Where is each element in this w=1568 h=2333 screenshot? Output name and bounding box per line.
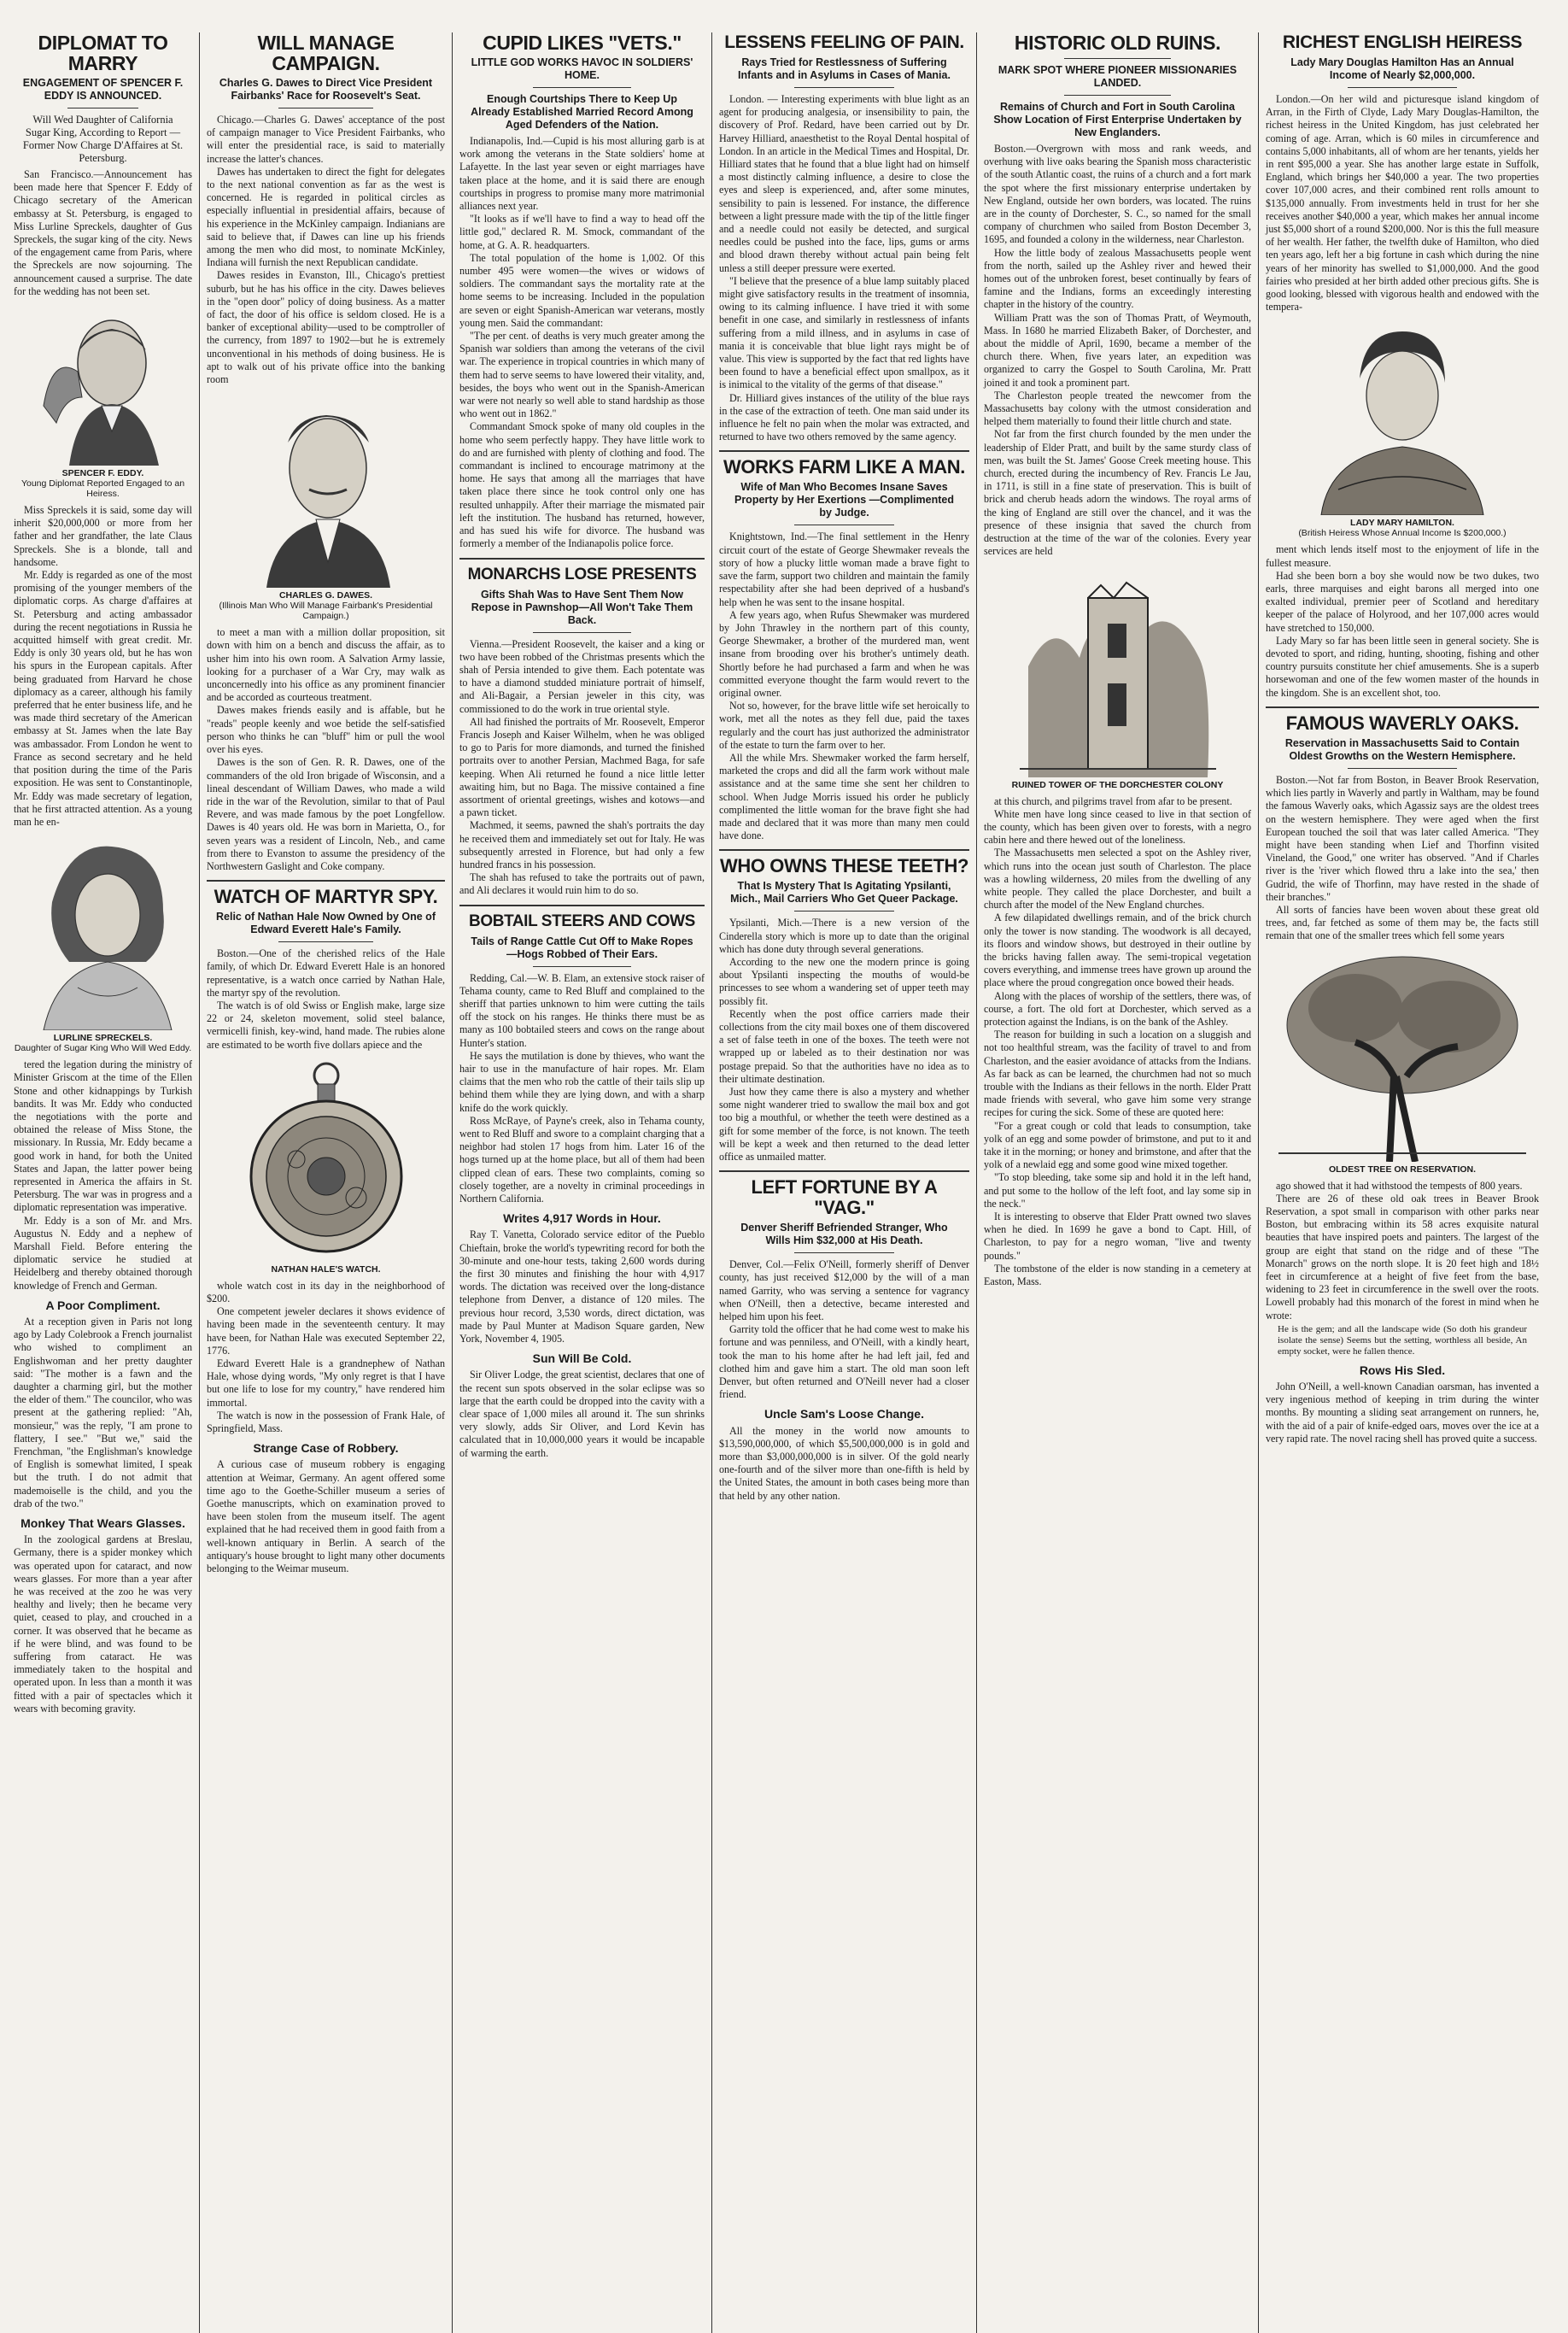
article-paragraph: The Charleston people treated the newcomer from the Massachusetts bay colony with the utmost consideration and helped them materially to found their little church and state. [984, 389, 1251, 428]
headline-oaks: FAMOUS WAVERLY OAKS. [1285, 712, 1519, 734]
minihead-monkey: Monkey That Wears Glasses. [20, 1516, 185, 1531]
deck-fortune: Denver Sheriff Befriended Stranger, Who Wills Him $32,000 at His Death. [740, 1222, 948, 1247]
headline-watch: WATCH OF MARTYR SPY. [214, 886, 438, 908]
article-paragraph: William Pratt was the son of Thomas Pratt, of Weymouth, Mass. In 1680 he married Elizabeth Baker, of Dorchester, and about the middle of April, 1690, became a member of the church there. When, five years later, an expedition was organized to carry the Gospel to South Carolina, Mr. Pratt joined it and took a prominent part. [984, 311, 1251, 389]
article-paragraph: "To stop bleeding, take some sip and hold it in the left hand, and put some to the hollow of the left foot, and lay some sip in the neck." [984, 1171, 1251, 1210]
article-paragraph: Ray T. Vanetta, Colorado service editor of the Pueblo Chieftain, broke the world's typewriting record for both the 30-minute and one-hour tests, taking 2,600 words during the first 30 minutes and finishing the hour with 4,917 words. The dictation was received over the long-distance telephone from Denver, a distance of 120 miles. The previous hour record, 3,530 words, direct dictation, was made by Paul Munter at Madison Square garden, New York, November 4, 1905. [459, 1228, 705, 1345]
article-paragraph: The tombstone of the elder is now standing in a cemetery at Easton, Mass. [984, 1262, 1251, 1288]
article-paragraph: The shah has refused to take the portraits out of pawn, and Ali declares it would ruin him to do so. [459, 871, 705, 897]
divider [278, 941, 374, 942]
article-paragraph: Knightstown, Ind.—The final settlement in the Henry circuit court of the estate of George Shewmaker reveals the story of how a plucky little woman made a brave fight to save the farm, support two children and maintain the family respectability after she had been deprived of a husband's help when he was sent to the insane hospital. [719, 530, 969, 608]
article-paragraph: Machmed, it seems, pawned the shah's portraits the day he received them and immediately set out for Italy. He was subsequently arrested in Florence, but had only a few hundred francs in his possession. [459, 819, 705, 870]
article-paragraph: Dawes has undertaken to direct the fight for delegates to the next national convention as far as the west is concerned. He is regarded in political circles as especially influential in presidential affairs, because of his experience in the McKinley campaign. Indianians are said to believe that, if Dawes can line up his friends among the men who did most, to nominate McKinley, Indiana will furnish the next Republican candidate. [207, 165, 445, 269]
article-paragraph: Ypsilanti, Mich.—There is a new version of the Cinderella story which is more up to date than the original which has done duty through several generations. [719, 917, 969, 955]
article-paragraph: Dawes makes friends easily and is affable, but he "reads" people keenly and woe betide the self-satisfied person who thinks he can "bluff" him or pull the wool over his eyes. [207, 704, 445, 756]
article-paragraph: A few dilapidated dwellings remain, and of the brick church only the tower is now standing. The woodwork is all decayed, its floors and window shows, but destroyed in their outline by the bricks having fallen away. The semi-tropical vegetation covers everything, and immense trees have grown up around the place where the proud congregation once bowed their heads. [984, 912, 1251, 989]
article-paragraph: Dawes resides in Evanston, Ill., Chicago's prettiest suburb, but he has his office in the city. Dawes believes in the "open door" policy of doing business. As a matter of fact, the door of his office is seldom closed. He is a banker of exceptional ability—used to be comptroller of the currency, from 1897 to 1902—but he is extremely unconventional in his methods of doing business. He is apt to walk out of his private office into the banking room [207, 269, 445, 386]
deck-diplomat: Will Wed Daughter of California Sugar King, According to Report —Former Now Charge D'Affaires at St. Petersburg. [22, 114, 184, 164]
divider [1266, 706, 1539, 708]
article-paragraph: All the money in the world now amounts to $13,590,000,000, of which $5,500,000,000 is in gold and more than $3,000,000,000 is in silver. Of the gold nearly one-fourth and of the silver more than one-fifth is held by the United States, the amount in both cases being more than that held by any other nation. [719, 1424, 969, 1502]
headline-fortune: LEFT FORTUNE BY A "VAG." [751, 1176, 938, 1219]
headline-heiress: RICHEST ENGLISH HEIRESS [1282, 32, 1523, 52]
article-paragraph: He says the mutilation is done by thieves, who want the hair to use in the manufacture of hair ropes. Mr. Elam claims that the men who rob the cattle of their tails slip up behind them while they are lying down, and with a sharp knife do the work quickly. [459, 1049, 705, 1114]
deck-watch: Relic of Nathan Hale Now Owned by One of Edward Everett Hale's Family. [216, 911, 436, 936]
article-paragraph: Boston.—Overgrown with moss and rank weeds, and overhung with live oaks bearing the Spanish moss characteristic of the south Atlantic coast, the ruins of a church and a fort mark the spot where the first missionary enterprise undertaken by New England, outside her own borders, was located. The ruins are in the county of Dorchester, S. C., so named for the small company of churchmen who sailed from Boston December 3, 1695, and founded a colony in the wilderness, near Charleston. [984, 143, 1251, 246]
article-paragraph: All sorts of fancies have been woven about these great old trees, and, far fetched as some of them may be, the facts still remain that one of the smaller trees which fell some years [1266, 903, 1539, 942]
deck-farm: Wife of Man Who Becomes Insane Saves Property by Her Exertions —Complimented by Judge. [734, 481, 954, 519]
oak-caption: OLDEST TREE ON RESERVATION. [1328, 1164, 1477, 1175]
article-paragraph: Not far from the first church founded by the men under the leadership of Elder Pratt, and built by the same sturdy class of men, was built the St. James' Goose Creek meeting house. This church, erected during the incumbency of Rev. Francis Le Jau, in 1711, is still in a fine state of preservation. This is built of brick and cherub heads adorn the windows. The royal arms of the king of England are still over the chancel, and it was the presence of these insignia that saved the church from destruction at the time of the war of the colonies. Every year services are held [984, 428, 1251, 558]
article-paragraph: At a reception given in Paris not long ago by Lady Colebrook a French journalist who wished to compliment an Englishwoman and her pretty daughter said: "The mother is a fawn and the daughter a charming girl, but the mother the elder of them." The councilor, who was present at the gathering replied: "Ah, monsieur," was the reply, "I am prone to flattery, I see." "But we," said the Frenchman, "the Englishman's knowledge of English is somewhat limited, I speak but the truth. I do not admit that mademoiselle is the child, and you the drab of the two." [14, 1315, 192, 1509]
article-paragraph: at this church, and pilgrims travel from afar to be present. [994, 794, 1232, 807]
article-paragraph: Dr. Hilliard gives instances of the utility of the blue rays in the case of the extraction of teeth. One man said under its influence he felt no pain when the molar was extracted, and returned to have two others removed by the same agency. [719, 391, 969, 443]
column-4 [711, 32, 976, 2333]
hamilton-caption-title: LADY MARY HAMILTON. [1350, 518, 1454, 529]
article-paragraph: London.—On her wild and picturesque island kingdom of Arran, in the Firth of Clyde, Lady Mary Douglas-Hamilton, the richest heiress in the United Kingdom, has just celebrated her coming of age. Arran, which is 60 miles in circumference and contains 5,000 inhabitants, all of whom are her tenants, yields her in rent $95,000 a year. She has another large estate in Suffolk, England, which brings her $40,000 a year. The two properties cover 107,000 acres, and their combined rent rolls amount to $135,000 annually. From investments held in trust for her she receives another $40,000 a year, which makes her annual income just $5,000 short of a round $200,000. Nor is this the full measure of her wealth. Her father, the twelfth duke of Hamilton, who died ten years ago, left her a big fortune in cash which during the nine years of her minority has swelled to $1,000,000. And the good fairies who presided at her birth added other precious gifts. She is good looking, blessed with vigorous health and endowed with the tempera- [1266, 93, 1539, 314]
deck-bobtail: Tails of Range Cattle Cut Off to Make Ropes—Hogs Robbed of Their Ears. [471, 935, 693, 960]
article-paragraph: "It looks as if we'll have to find a way to head off the little god," declared R. M. Smock, commandant of the home, at G. A. R. headquarters. [459, 213, 705, 251]
deck-campaign: Charles G. Dawes to Direct Vice President Fairbanks' Race for Roosevelt's Seat. [219, 77, 433, 102]
article-paragraph: There are 26 of these old oak trees in Beaver Brook Reservation, a spot small in comparison with other parks near Boston, but embracing within its 58 acres exquisite natural beauties that have inspired poets and painters. The largest of the group are eight that stand on the ridge and of these "The Monarch" grows on the north slope. It is 20 feet high and 18½ feet in circumference at a height of five feet from the base, widening to 23 feet in circumference in the swell over the roots. Lowell probably had this monarch of the forest in mind when he wrote: [1266, 1192, 1539, 1322]
deck-ruins: Remains of Church and Fort in South Carolina Show Location of First Enterprise Undertaken by New Englanders. [993, 101, 1242, 138]
article-paragraph: Chicago.—Charles G. Dawes' acceptance of the post of campaign manager to Vice President Fairbanks, who will enter the presidential race, is said to materially increase the latter's chances. [207, 114, 445, 165]
article-paragraph: Boston.—Not far from Boston, in Beaver Brook Reservation, which lies partly in Waverly and partly in Waltham, may be found the famous Waverly oaks, which Agassiz says are the oldest trees on the western hemisphere. They were aged when the first European touched the soil that was later called America. "They might have been standing when Lief and Thorfinn visited Vineland, the Good," one writer has observed. "And if Charles river is the 'river which flowed thru a lake into the sea,' then Gudrid, the wife of Thorfinn, may have rested in the shade of their branches." [1266, 773, 1539, 903]
article-paragraph: A curious case of museum robbery is engaging attention at Weimar, Germany. An agent offered some time ago to the Goethe-Schiller museum a series of Goethe manuscripts, which on examination proved to have been stolen from the museum itself. The agent explained that he had received them in good faith from a well-known antiquary in Berlin. A search of the antiquary's house brought to light many other documents belonging to the Weimar museum. [207, 1458, 445, 1575]
divider [1348, 768, 1457, 769]
minihead-sled: Rows His Sled. [1359, 1363, 1446, 1377]
headline-bobtail: BOBTAIL STEERS AND COWS [469, 912, 695, 930]
eddy-caption-title: SPENCER F. EDDY. [61, 468, 144, 479]
divider [207, 880, 445, 882]
divider [794, 911, 894, 912]
article-paragraph: Mr. Eddy is a son of Mr. and Mrs. Augustus N. Eddy and a nephew of Marshall Field. Before entering the diplomatic service he studied at Heidelberg and thereby obtained thorough knowledge of French and German. [14, 1214, 192, 1292]
headline-diplomat: DIPLOMAT TO MARRY [38, 32, 168, 74]
dawes-caption-sub: (Illinois Man Who Will Manage Fairbank's Presidential Campaign.) [219, 601, 433, 622]
divider [1064, 58, 1171, 59]
article-paragraph: The reason for building in such a location on a sluggish and not too healthful stream, was the facility of travel to and from Charleston, and the easier avoidance of attacks from the Indians. As far back as can be learned, the churchmen had not so much trouble with the Indians as their fellows in the north. Elder Pratt made friends with several, who gave him some very strange recipes for curing the sick. Some of these are quoted here: [984, 1029, 1251, 1119]
article-paragraph: to meet a man with a million dollar proposition, sit down with him on a bench and discuss the affair, as to usher him into his own room. A Salvation Army lassie, looking for a purchaser of a War Cry, may walk as unconcernedly into his office as any prominent financier and be accorded as courteous treatment. [207, 626, 445, 704]
minihead-robbery: Strange Case of Robbery. [253, 1441, 399, 1456]
article-paragraph: Ross McRaye, of Payne's creek, also in Tehama county, went to Red Bluff and swore to a complaint charging that a neighbor had stolen 17 hogs from him. Later 16 of the hogs turned up at the home place, but all of them had been clipped clean of ears. These two complaints, coming so closely together, are a novelty in criminal proceedings in Northern California. [459, 1114, 705, 1205]
article-paragraph: Vienna.—President Roosevelt, the kaiser and a king or two have been robbed of the Christmas presents which the shah of Persia intended to give them. Each potentate was to have a diamond studded miniature portrait of himself, and Ali-Bagair, a Persian jeweler in this city, was commissioned to do the work in true oriental style. [459, 637, 705, 715]
article-paragraph: Sir Oliver Lodge, the great scientist, declares that one of the recent sun spots observed in the solar eclipse was so large that the earth could be dropped into the cavity with a clear space of 1,000 miles all around it. The sun shrinks very slowly, adds Sir Oliver, and Lord Kevin has calculated that in 10,000,000 years it would be incapable of warming the earth. [459, 1369, 705, 1459]
article-paragraph: Miss Spreckels it is said, some day will inherit $20,000,000 or more from her father and her grandfather, the late Claus Spreckels. She is a blonde, tall and handsome. [14, 504, 192, 568]
divider [459, 905, 705, 906]
deck-cupid: Enough Courtships There to Keep Up Already Established Married Record Among Aged Defenders of the Nation. [471, 93, 693, 131]
deck-monarchs: Gifts Shah Was to Have Sent Them Now Repose in Pawnshop—All Won't Take Them Back. [471, 588, 693, 626]
headline-cupid: CUPID LIKES "VETS." [483, 32, 682, 54]
deck-teeth: That Is Mystery That Is Agitating Ypsilanti, Mich., Mail Carriers Who Get Queer Package. [730, 880, 958, 906]
tower-caption: RUINED TOWER OF THE DORCHESTER COLONY [1011, 779, 1224, 790]
article-paragraph: The watch is of old Swiss or English make, large size 22 or 24, skeleton movement, solid steel balance, vermicelli finish, key-wind, hand made. The rubies alone are estimated to be worth five dollars apiece and the [207, 999, 445, 1051]
article-paragraph: In the zoological gardens at Breslau, Germany, there is a spider monkey which was operated upon for cataract, and now wears glasses. For more than a year after he was received at the zoo he was very healthy and lively; then he became very quiet, ceased to play, and crouched in a corner. It was observed that he became as if he were blind, and was found to be suffering from cataract. He was immediately taken to the hospital and operated upon. In less than a month it was fitted with a pair of spectacles which it wears with becoming gravity. [14, 1533, 192, 1715]
headline-teeth: WHO OWNS THESE TEETH? [719, 855, 969, 877]
headline-campaign: WILL MANAGE CAMPAIGN. [257, 32, 395, 74]
column-6 [1258, 32, 1546, 2333]
article-paragraph: How the little body of zealous Massachusetts people went from the north, sailed up the Ashley river and hewed their homes out of the unbroken forest, beset continually by fears of famine and the Indians, forms an exceedingly interesting chapter in the history of the country. [984, 246, 1251, 311]
article-paragraph: The Massachusetts men selected a spot on the Ashley river, which runs into the ocean just south of Charleston. The place was a howling wilderness, 20 miles from the dwelling of any white people. They called the place Dorchester, and built a church after the model of the New England churches. [984, 847, 1251, 912]
ruined-tower-illustration [1020, 564, 1216, 777]
spreckels-caption-title: LURLINE SPRECKELS. [53, 1033, 153, 1044]
eddy-caption [14, 468, 192, 499]
article-paragraph: Denver, Col.—Felix O'Neill, formerly sheriff of Denver county, has just received $12,000 by the will of a man named Garrity, who was serving a sentence for vagrancy when O'Neill, then a detective, became interested and helped him upon his feet. [719, 1258, 969, 1323]
oak-tree-illustration [1278, 948, 1526, 1162]
article-paragraph: Mr. Eddy is regarded as one of the most promising of the younger members of the diplomatic corps. As charge d'affaires at St. Petersburg and acting ambassador during the recent negotiations in Russia he acquitted himself with great credit. Mr. Eddy is only 30 years old, but he has won his spurs in the European capitals. After being graduated from Harvard he chose diplomacy as a career, although his family preferred that he enter business life, and he was made third secretary of the American embassy at St. James when the late Bay was ambassador. From London he went to France as second secretary and he held that position during the time of the Paris exposition. He was sent to Constantinople, Mr. Eddy was made secretary of legation, that he first attracted attention. As a young man he en- [14, 569, 192, 828]
column-2 [199, 32, 452, 2333]
divider [719, 849, 969, 851]
hale-watch-illustration [245, 1057, 407, 1262]
article-paragraph: tered the legation during the ministry of Minister Griscom at the time of the Ellen Stone and other kidnappings by Turkish bandits. It was Mr. Eddy who conducted the negotiations with the porte and obtained the release of Miss Stone, the missionary. In Russia, Mr. Eddy became a good work in hand, for both the United States and Japan, the latter power being represented in America the affairs in St. Petersburg. The war was in progress and a diplomatic representation was imperative. [14, 1058, 192, 1214]
article-paragraph: Along with the places of worship of the settlers, there was, of course, a fort. The old fort at Dorchester, which served as a protection against the Indians, is on the bank of the Ashley. [984, 989, 1251, 1028]
divider [533, 966, 631, 967]
article-paragraph: ago showed that it had withstood the tempests of 800 years. [1276, 1179, 1523, 1192]
divider [719, 450, 969, 452]
divider [794, 1252, 894, 1253]
column-5 [976, 32, 1258, 2333]
headline-pain: LESSENS FEELING OF PAIN. [724, 32, 964, 52]
minihead-compliment: A Poor Compliment. [45, 1298, 161, 1312]
article-paragraph: According to the new one the modern prince is going about Ypsilanti inspecting the mouths of would-be princesses to see whom a wandering set of upper teeth may possibly fit. [719, 955, 969, 1007]
article-paragraph: Just how they came there is also a mystery and whether some night wanderer tried to swallow the mail box and got too big a mouthful, or whether the teeth were destined as a gift for some member of the force, is not known. The teeth will be kept a week and then returned to the dead letter office as unmailed matter. [719, 1086, 969, 1164]
article-paragraph: John O'Neill, a well-known Canadian oarsman, has invented a very ingenious method of keeping in trim during the winter months. By mounting a sliding seat arrangement on runners, he, with the aid of a pair of knife-edged oars, moves over the ice at a very rapid rate. The novel racing shell has proved quite a success. [1266, 1380, 1539, 1445]
dawes-caption-title: CHARLES G. DAWES. [278, 590, 373, 601]
subhead-diplomat: ENGAGEMENT OF SPENCER F. EDDY IS ANNOUNCED. [22, 77, 184, 102]
divider [533, 87, 631, 88]
column-1 [7, 32, 199, 2333]
article-paragraph: One competent jeweler declares it shows evidence of having been made in the seventeenth century. It may have been, for Nathan Hale was executed September 22, 1776. [207, 1305, 445, 1357]
article-paragraph: White men have long since ceased to live in that section of the county, which has been given over to forests, with a negro cabin here and there hewed out of the loneliness. [984, 807, 1251, 847]
article-paragraph: All had finished the portraits of Mr. Roosevelt, Emperor Francis Joseph and Kaiser Wilhelm, when he was obliged to go to Paris for more diamonds, and turned the finished portraits over to another Persian, Machmed Baga, for safe keeping. When Ali returned he found a nice little letter awaiting him, but no Baga. The missive contained a fine assortment of oriental greetings, wishes and kotows—and a pawn ticket. [459, 715, 705, 819]
article-paragraph: Lady Mary so far has been little seen in general society. She is devoted to sport, and riding, hunting, shooting, fishing and other country pursuits constitute her chief amusements. She is a superb horsewoman and one of the few women master of the hounds in the kingdom. She is an excellent shot, too. [1266, 634, 1539, 699]
minihead-sun: Sun Will Be Cold. [532, 1351, 632, 1366]
article-paragraph: The total population of the home is 1,002. Of this number 495 were women—the wives or widows of soldiers. The commandant says the mortality rate at the home seems to be increasing. Included in the population are seven or eight Spanish-American war veterans, mostly young men. Said the commandant: [459, 251, 705, 329]
article-paragraph: Recently when the post office carriers made their collections from the city mail boxes one of them discovered a set of false teeth in one of the boxes. The teeth were not wrapped up or labeled as to their destination nor was postage prepaid. So that the authorities have no idea as to their ultimate destination. [719, 1007, 969, 1085]
article-paragraph: Redding, Cal.—W. B. Elam, an extensive stock raiser of Tehama county, came to Red Bluff and complained to the sheriff that parties unknown to him were cutting the tails off the stock on his ranges. He thinks there must be as many as 100 bobtailed steers and cows on the range about Hunter's station. [459, 971, 705, 1049]
article-paragraph: "For a great cough or cold that leads to consumption, take yolk of an egg and some powder of brimstone, and put to it and take it in the morning; or honey and brimstone, and after that the yolk of a newlaid egg and some good wine mixed together. [984, 1119, 1251, 1171]
divider [794, 87, 894, 88]
article-paragraph: San Francisco.—Announcement has been made here that Spencer F. Eddy of Chicago secretary of the American embassy at St. Petersburg, is engaged to Miss Lurline Spreckels, daughter of Gus Spreckels, the sugar king of the city. News of the engagement came from Paris, where the Spreckels are now sojourning. The announcement caused a surprise. The date for the wedding has not been set. [14, 168, 192, 297]
article-paragraph: London. — Interesting experiments with blue light as an agent for producing analgesia, or insensibility to pain, the discovery of Prof. Redard, have been carried out by Dr. Harvey Hilliard, anaesthetist to the Royal Dental hospital of London. In an article in the Medical Times and Hospital, Dr. Hilliard states that he found that a blue light had on himself a most distinctly calming influence, a desire to close the eyes and sleep is experienced, and, after some minutes, sensibility to pain is lessened. For instance, the difference between a light pressure made with the tip of the little finger and a needle could not easily be detected, and surgical needles could be pushed into the face, lips, gums or arms and blood drawn thereby without actual pain being felt unless a still deeper pressure were exerted. [719, 93, 969, 274]
divider [1064, 95, 1171, 96]
verse: He is the gem; and all the landscape wide (So doth his grandeur isolate the sense) Seems but the setting, worthless all beside, An empty socket, were he fallen thence. [1278, 1323, 1527, 1357]
divider [719, 1170, 969, 1172]
watch-caption: NATHAN HALE'S WATCH. [271, 1263, 381, 1275]
divider [459, 558, 705, 560]
article-paragraph: whole watch cost in its day in the neighborhood of $200. [207, 1279, 445, 1304]
article-paragraph: Had she been born a boy she would now be two dukes, two earls, three marquises and eight barons all merged into one exalted individual, premier peer of Scotland and hereditary keeper of the palace of Holyrood, and her 107,000 acres would have stretched to 150,000. [1266, 569, 1539, 634]
hamilton-caption [1266, 518, 1539, 538]
deck-heiress: Lady Mary Douglas Hamilton Has an Annual Income of Nearly $2,000,000. [1290, 56, 1514, 81]
headline-ruins: HISTORIC OLD RUINS. [1014, 32, 1221, 54]
spreckels-caption-sub: Daughter of Sugar King Who Will Wed Eddy. [14, 1043, 192, 1054]
headline-farm: WORKS FARM LIKE A MAN. [723, 456, 965, 478]
article-paragraph: Indianapolis, Ind.—Cupid is his most alluring garb is at work among the veterans in the State soldiers' home at Lafayette. In the last year seven or eight marriages have taken place at the home, and it is said there are enough courtships in progress to promise many more matrimonial alliances next year. [459, 135, 705, 213]
eddy-portrait-illustration [18, 303, 189, 466]
article-paragraph: A few years ago, when Rufus Shewmaker was murdered by John Thrawley in the northern part of this county, George Shewmaker, a brother of the murdered man, went insane from brooding over his brother's untimely death. Shortly before he had purchased a farm and when he was committed everyone thought the farm would revert to the original owner. [719, 608, 969, 699]
eddy-caption-sub: Young Diplomat Reported Engaged to an Heiress. [20, 478, 185, 500]
spreckels-caption [14, 1033, 192, 1053]
spreckels-portrait-illustration [18, 834, 189, 1030]
subhead-ruins: MARK SPOT WHERE PIONEER MISSIONARIES LANDED. [998, 64, 1237, 89]
article-paragraph: Garrity told the officer that he had come west to make his fortune and was penniless, and O'Neill, with a kindly heart, took the man to his home after he had left jail, fed and clothed him and gave him a start. The old man soon left Denver, but often returned and O'Neill never had a closer friend. [719, 1323, 969, 1401]
article-paragraph: ment which lends itself most to the enjoyment of life in the fullest measure. [1266, 543, 1539, 569]
hamilton-caption-sub: (British Heiress Whose Annual Income Is $200,000.) [1298, 528, 1507, 539]
article-paragraph: The watch is now in the possession of Frank Hale, of Springfield, Mass. [207, 1409, 445, 1434]
article-paragraph: "I believe that the presence of a blue lamp suitably placed might give satisfactory results in the treatment of insomnia, owing to its calming influence. I have tried it with some benefit in one case, and similarly in restlessness of infants suffering from a mild illness, and in asylums in case of mania it is conceivable that blue light rays might be of value. This view is supported by the fact that red lights have been found to have a beneficial effect upon smallpox, as it is inimical to the vitality of the germs of that disease." [719, 274, 969, 391]
article-paragraph: Not so, however, for the brave little wife set heroically to work, met all the notes as they fell due, paid the taxes regularly and the court has just authorized the administrator of the estate to turn the farm over to her. [719, 700, 969, 751]
article-paragraph: Commandant Smock spoke of many old couples in the home who seem perfectly happy. They have little work to do and are furnished with plenty of clothing and food. The commandant is inclined to encourage matrimony at the home. He says that among all the marriages that have taken place there since he took control only one has resulted unhappily. After their marriage the mismated pair left the institution. The husband has returned, however, and has sued his wife for divorce. The husband was formerly a member of the Indianapolis police force. [459, 420, 705, 550]
dawes-caption [207, 590, 445, 621]
lady-hamilton-portrait-illustration [1304, 319, 1501, 515]
divider [1348, 87, 1457, 88]
headline-monarchs: MONARCHS LOSE PRESENTS [467, 565, 697, 583]
deck-pain: Rays Tried for Restlessness of Suffering Infants and in Asylums in Cases of Mania. [738, 56, 951, 81]
article-paragraph: Edward Everett Hale is a grandnephew of Nathan Hale, whose dying words, "My only regret is that I have but one life to lose for my country," have rendered him immortal. [207, 1357, 445, 1409]
article-paragraph: It is interesting to observe that Elder Pratt owned two slaves when he died. In 1699 he gave a bond to Capt. Hill, of Charleston, to pay for a negro woman, "live and twenty pounds." [984, 1210, 1251, 1262]
dawes-portrait-illustration [241, 391, 412, 588]
column-3 [452, 32, 711, 2333]
article-paragraph: All the while Mrs. Shewmaker worked the farm herself, marketed the crops and did all the farm work without male assistance and at the same time she sent her children to school. When Judge Morris issued his order he publicly complimented the little woman for the brave fight she had made and declared that it was more than many men could have done. [719, 751, 969, 842]
divider [533, 632, 631, 633]
article-paragraph: "The per cent. of deaths is very much greater among the Spanish war soldiers than among the veterans of the civil war. The experience in tropical countries in which many of them had to serve seems to have lowered their vitality, and, besides, the boys who went out in the Spanish-American war were not nearly so well able to stand hardship as those who went out in 1862." [459, 330, 705, 420]
article-paragraph: Dawes is the son of Gen. R. R. Dawes, one of the commanders of the old Iron brigade of Wisconsin, and a lineal descendant of William Dawes, who made a wild ride in the war of the Revolution, similar to that of Paul Revere, and was made famous by the poet Longfellow. Dawes is 40 years old. He was born in Marietta, O., for seven years was a resident of Lincoln, Neb., and came from there to Evanston to assume the presidency of the Northwestern Gaslight and Coke company. [207, 756, 445, 872]
article-paragraph: Boston.—One of the cherished relics of the Hale family, of which Dr. Edward Everett Hale is an honored representative, is a watch once carried by Nathan Hale, the martyr spy of the revolution. [207, 947, 445, 999]
subhead-cupid: LITTLE GOD WORKS HAVOC IN SOLDIERS' HOME. [471, 56, 693, 81]
minihead-change: Uncle Sam's Loose Change. [764, 1407, 924, 1421]
minihead-words: Writes 4,917 Words in Hour. [503, 1211, 661, 1226]
deck-oaks: Reservation in Massachusetts Said to Contain Oldest Growths on the Western Hemisphere. [1284, 736, 1520, 762]
